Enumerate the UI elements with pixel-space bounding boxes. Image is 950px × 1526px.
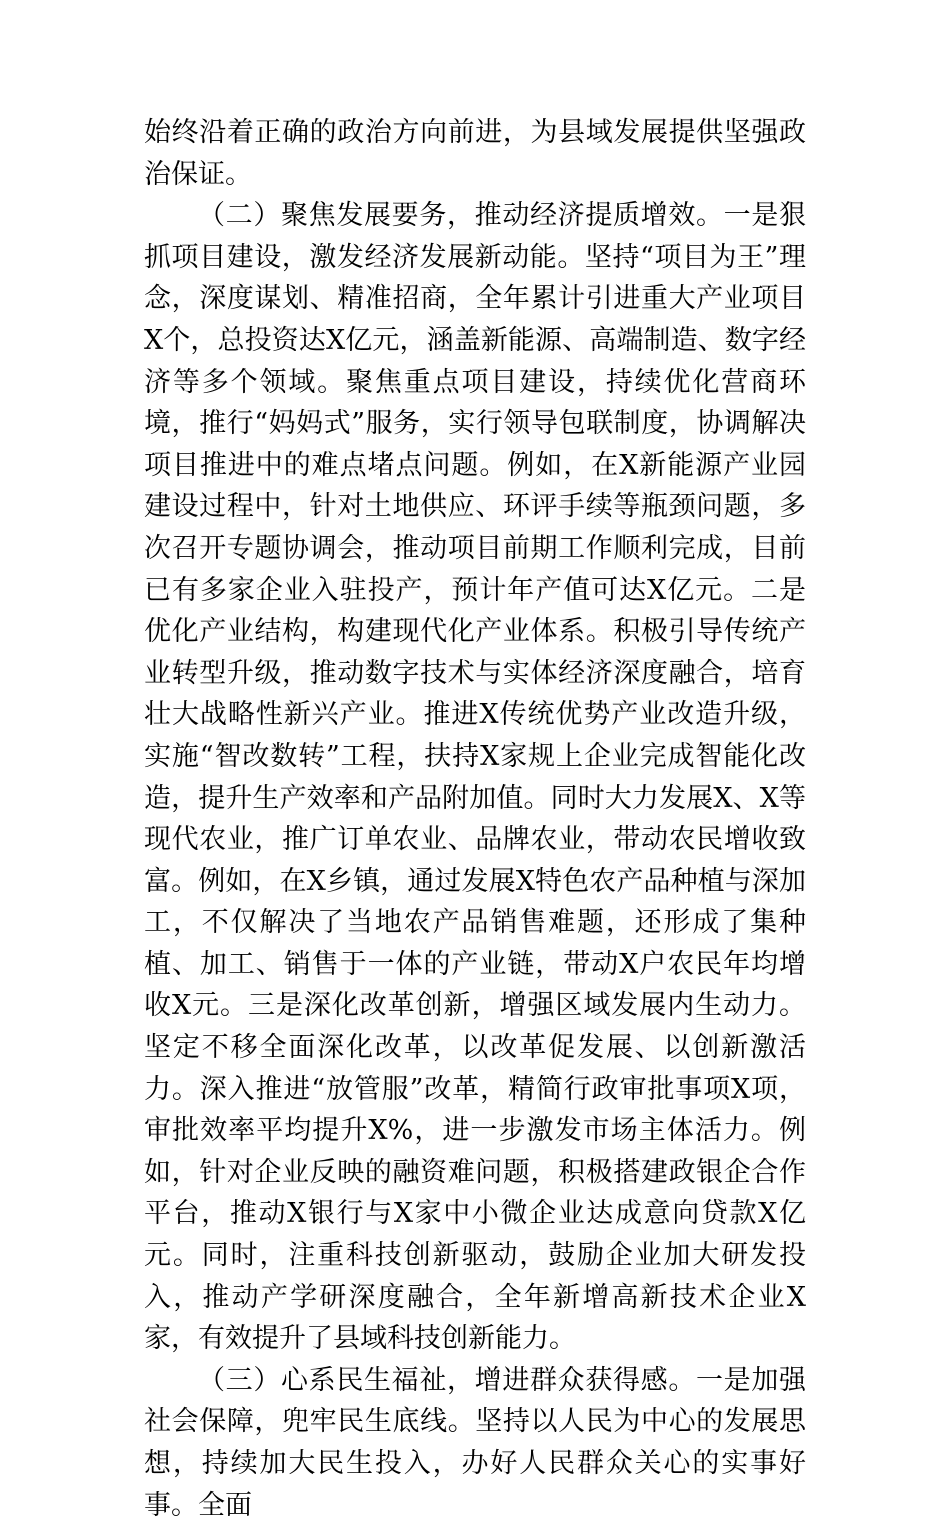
paragraph-section-two: （二）聚焦发展要务，推动经济提质增效。一是狠抓项目建设，激发经济发展新动能。坚持“项目为王”理念，深度谋划、精准招商，全年累计引进重大产业项目X个，总投资达X亿元，涵盖新能源、高端制造、数字经济等多个领域。聚焦重点项目建设，持续优化营商环境，推行“妈妈式”服务，实行领导包联制度，协调解决项目推进中的难点堵点问题。例如，在X新能源产业园建设过程中，针对土地供应、环评手续等瓶颈问题，多次召开专题协调会，推动项目前期工作顺利完成，目前已有多家企业入驻投产，预计年产值可达X亿元。二是优化产业结构，构建现代化产业体系。积极引导传统产业转型升级，推动数字技术与实体经济深度融合，培育壮大战略性新兴产业。推进X传统优势产业改造升级，实施“智改数转”工程，扶持X家规上企业完成智能化改造，提升生产效率和产品附加值。同时大力发展X、X等现代农业，推广订单农业、品牌农业，带动农民增收致富。例如，在X乡镇，通过发展X特色农产品种植与深加工，不仅解决了当地农产品销售难题，还形成了集种植、加工、销售于一体的产业链，带动X户农民年均增收X元。三是深化改革创新，增强区域发展内生动力。坚定不移全面深化改革，以改革促发展、以创新激活力。深入推进“放管服”改革，精简行政审批事项X项，审批效率平均提升X%，进一步激发市场主体活力。例如，针对企业反映的融资难问题，积极搭建政银企合作平台，推动X银行与X家中小微企业达成意向贷款X亿元。同时，注重科技创新驱动，鼓励企业加大研发投入，推动产学研深度融合，全年新增高新技术企业X家，有效提升了县域科技创新能力。 (144, 200, 806, 1355)
document-body (144, 112, 806, 1526)
paragraph-section-three: （三）心系民生福祉，增进群众获得感。一是加强社会保障，兜牢民生底线。坚持以人民为中心的发展思想，持续加大民生投入，办好人民群众关心的实事好事。全面 (144, 1364, 806, 1521)
paragraph-continuation: 始终沿着正确的政治方向前进，为县域发展提供坚强政治保证。 (144, 117, 806, 190)
